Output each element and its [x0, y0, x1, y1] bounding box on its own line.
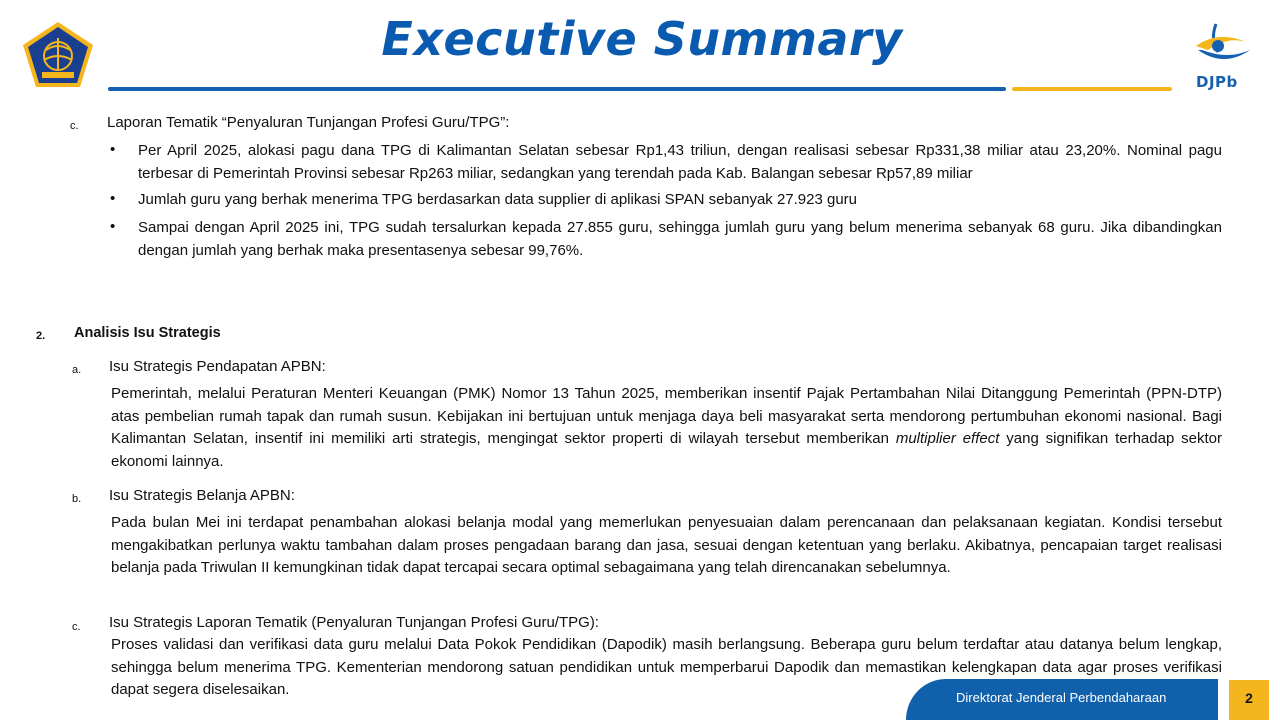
section-2a-heading: Isu Strategis Pendapatan APBN: — [109, 358, 326, 375]
bullet-dot: • — [110, 141, 116, 158]
section-2-marker: 2. — [36, 330, 46, 342]
section-2a-body-text: Pemerintah, melalui Peraturan Menteri Keuangan (PMK) Nomor 13 Tahun 2025, memberikan insentif Pajak Pertambahan Nilai Ditanggung Pemerintah (PPN-DTP) atas pembelian rumah tapak dan rumah susun. Kebijakan ini bertujuan untuk menjaga daya beli masyarakat serta mendorong pertumbuhan ekonomi nasional. Bagi Kalimantan Selatan, insentif ini memiliki arti strategis, mengingat sektor properti di wilayah tersebut memberikan — [111, 385, 1222, 447]
tpg-bullet-3: Sampai dengan April 2025 ini, TPG sudah tersalurkan kepada 27.855 guru, sehingga jumlah guru yang belum menerima sebanyak 68 guru. Jika dibandingkan dengan jumlah yang berhak maka presentasenya sebesar 99,76%. — [138, 219, 1222, 259]
section-2a-body-text-end: yang signifikan terhadap sektor ekonomi lainnya. — [111, 430, 1223, 470]
page-number: 2 — [1245, 690, 1253, 706]
djpb-logo-text: DJPb — [1196, 73, 1238, 91]
section-2-heading: Analisis Isu Strategis — [74, 325, 221, 341]
bullet-dot: • — [110, 190, 116, 207]
section-2a-body — [111, 383, 1222, 473]
footer-org: Direktorat Jenderal Perbendaharaan — [956, 690, 1167, 705]
section-2c-heading: Isu Strategis Laporan Tematik (Penyaluran Tunjangan Profesi Guru/TPG): — [109, 614, 599, 631]
title-rule-yellow — [1012, 87, 1172, 91]
section-tpg-heading: Laporan Tematik “Penyaluran Tunjangan Profesi Guru/TPG”: — [107, 114, 510, 131]
title-rule-blue — [108, 87, 1006, 91]
section-2a-body-italic: multiplier effect — [895, 430, 1000, 447]
bullet-dot: • — [110, 218, 116, 235]
section-tpg-marker: c. — [70, 120, 79, 132]
section-2b-heading: Isu Strategis Belanja APBN: — [109, 487, 295, 504]
section-2b-marker: b. — [72, 493, 82, 505]
section-2b-body: Pada bulan Mei ini terdapat penambahan alokasi belanja modal yang memerlukan penyesuaian dalam perencanaan dan pelaksanaan kegiatan. Kondisi tersebut mengakibatkan perlunya waktu tambahan dalam proses pengadaan barang dan jasa, sesuai dengan ketentuan yang berlaku. Akibatnya, pencapaian target realisasi belanja pada Triwulan II kemungkinan tidak dapat tercapai secara optimal sebagaimana yang telah direncanakan sebelumnya. — [111, 514, 1222, 576]
section-2c-body: Proses validasi dan verifikasi data guru melalui Data Pokok Pendidikan (Dapodik) masih berlangsung. Beberapa guru belum terdaftar atau datanya belum lengkap, sehingga belum menerima TPG. Kementerian mendorong satuan pendidikan untuk memperbarui Dapodik dan memastikan kelengkapan data agar proses verifikasi dapat segera diselesaikan. — [111, 636, 1222, 698]
section-2c-marker: c. — [72, 621, 81, 633]
page-title: Executive Summary — [381, 12, 903, 66]
section-2a-marker: a. — [72, 364, 82, 376]
tpg-bullet-1: Per April 2025, alokasi pagu dana TPG di Kalimantan Selatan sebesar Rp1,43 triliun, dengan realisasi sebesar Rp331,38 miliar atau 23,20%. Nominal pagu terbesar di Pemerintah Provinsi sebesar Rp263 miliar, sedangkan yang terendah pada Kab. Balangan sebesar Rp57,89 miliar — [138, 142, 1222, 182]
tpg-bullet-2: Jumlah guru yang berhak menerima TPG berdasarkan data supplier di aplikasi SPAN sebanyak 27.923 guru — [138, 191, 858, 208]
